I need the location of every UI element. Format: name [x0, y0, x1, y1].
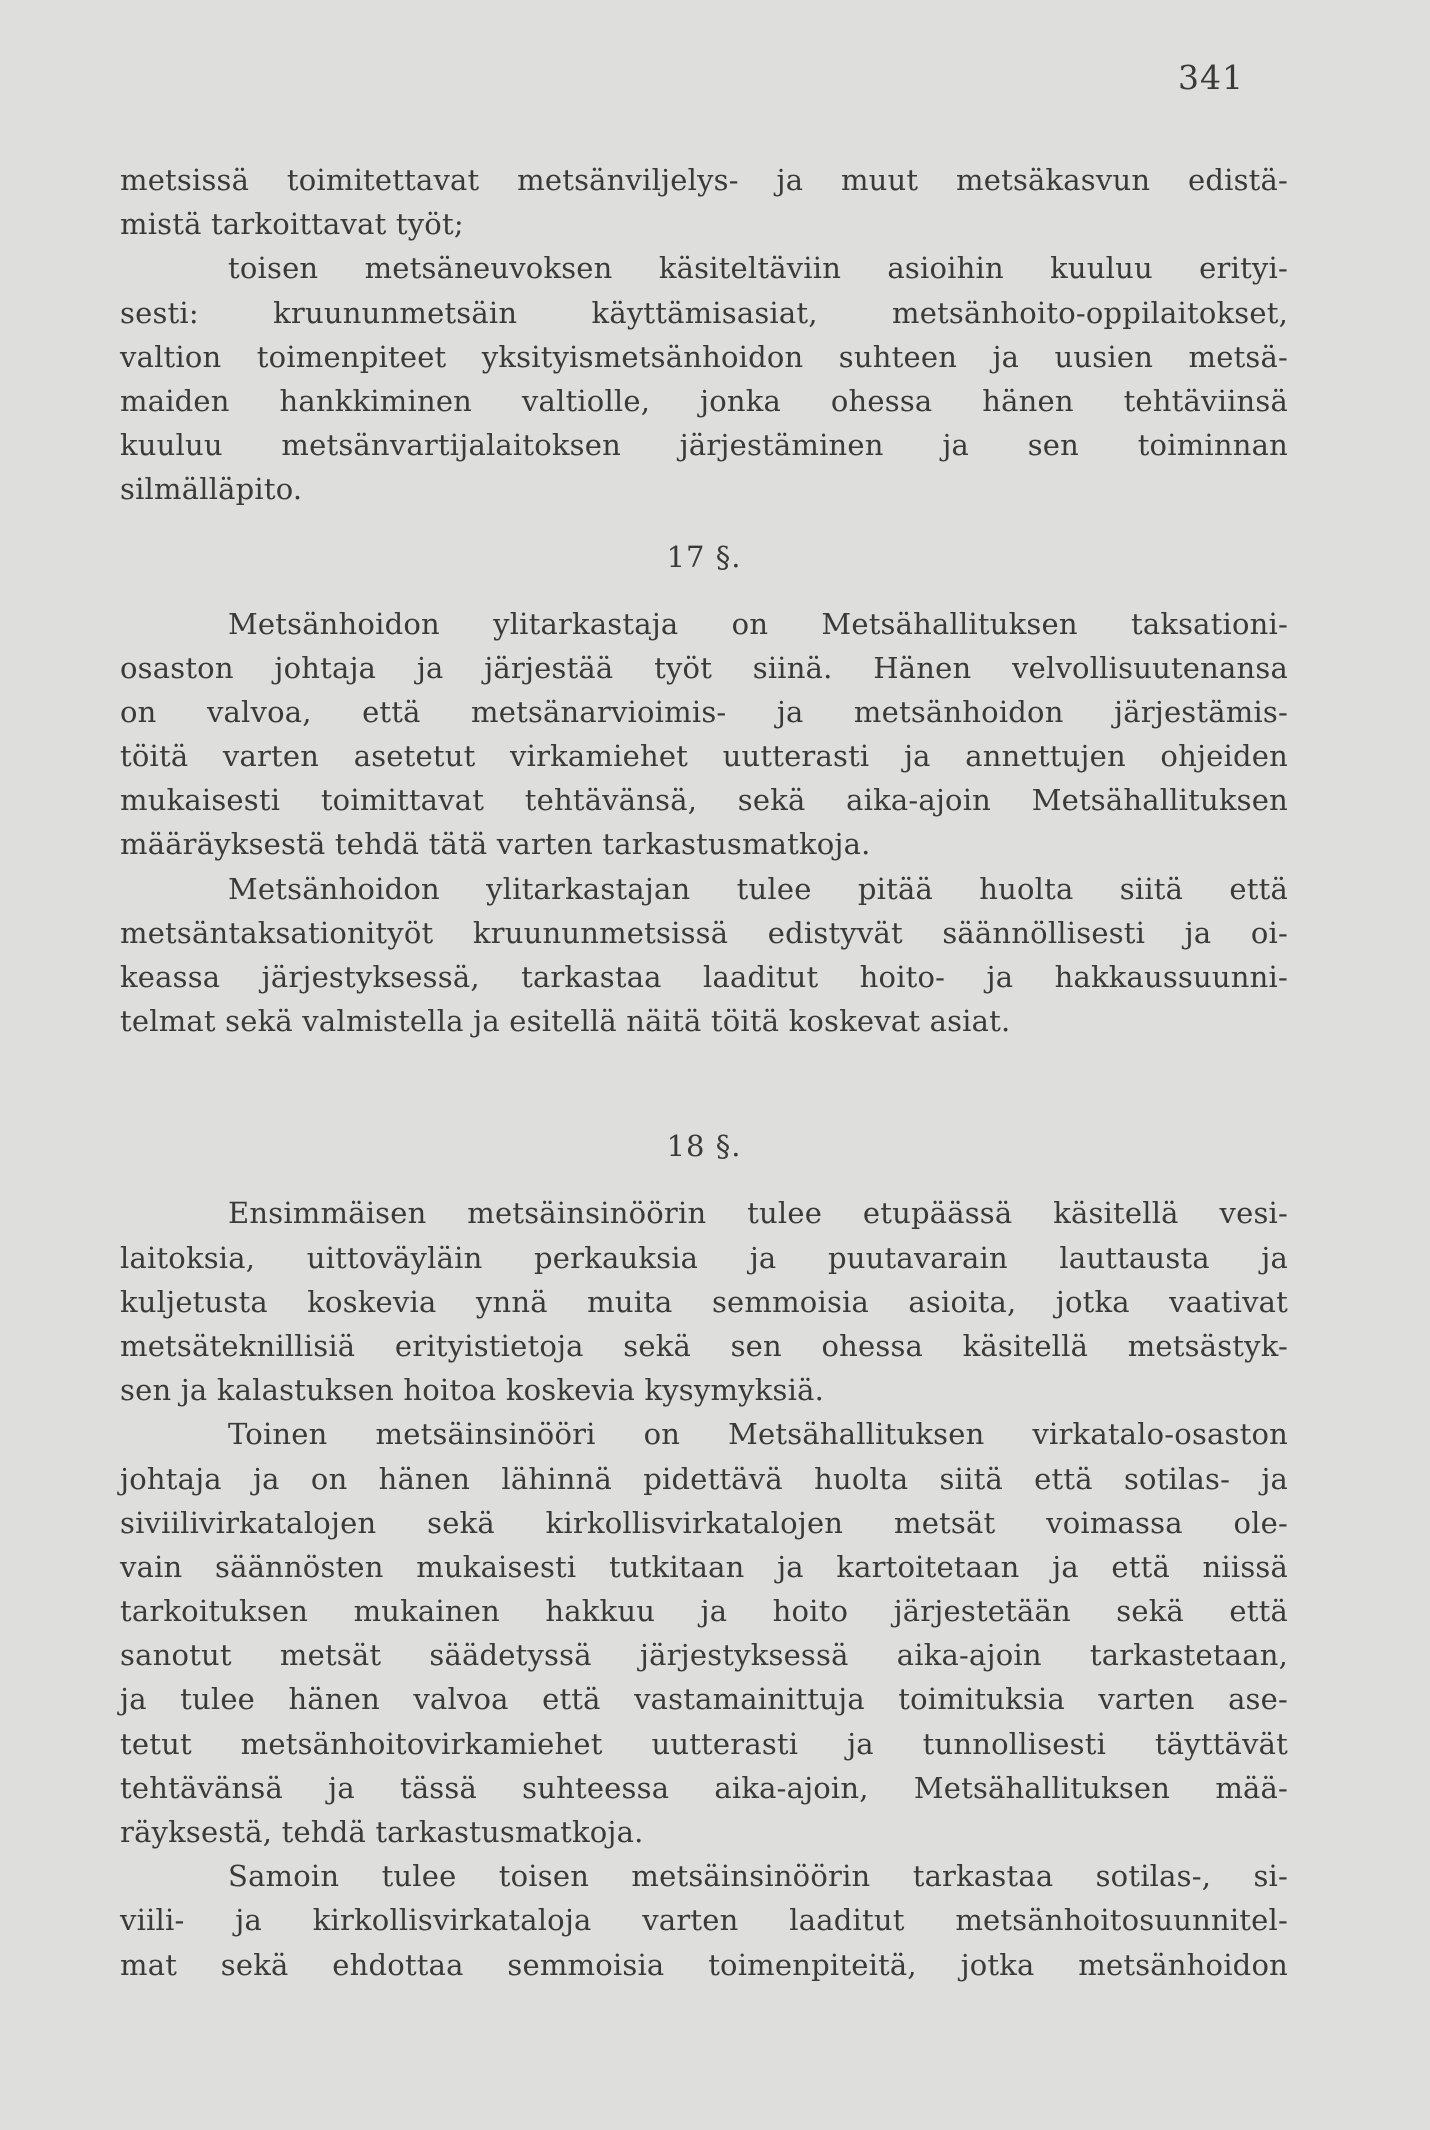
text-line: valtion toimenpiteet yksityismetsänhoidon suhteen ja uusien metsä- — [120, 339, 1288, 374]
text-line: vain säännösten mukaisesti tutkitaan ja kartoitetaan ja että niissä — [120, 1549, 1288, 1584]
page-number: 341 — [1178, 58, 1244, 97]
document-body — [120, 158, 1288, 1987]
text-line: johtaja ja on hänen lähinnä pidettävä huolta siitä että sotilas- ja — [120, 1461, 1288, 1496]
text-line: metsäteknillisiä erityistietoja sekä sen ohessa käsitellä metsästyk- — [120, 1328, 1288, 1363]
section-heading-17: 17 §. — [666, 539, 742, 574]
text-line: telmat sekä valmistella ja esitellä näitä töitä koskevat asiat. — [120, 1004, 1011, 1039]
text-line: osaston johtaja ja järjestää työt siinä. Hänen velvollisuutenansa — [120, 650, 1288, 685]
text-line: Ensimmäisen metsäinsinöörin tulee etupäässä käsitellä vesi- — [228, 1196, 1288, 1231]
text-line: räyksestä, tehdä tarkastusmatkoja. — [120, 1815, 644, 1849]
text-line: on valvoa, että metsänarvioimis- ja metsänhoidon järjestämis- — [120, 694, 1288, 729]
text-line: metsäntaksationityöt kruununmetsissä edistyvät säännöllisesti ja oi- — [120, 915, 1288, 950]
text-line: keassa järjestyksessä, tarkastaa laaditut hoito- ja hakkaussuunni- — [120, 960, 1288, 994]
text-line: metsissä toimitettavat metsänviljelys- ja muut metsäkasvun edistä- — [120, 163, 1288, 197]
text-line: silmälläpito. — [120, 472, 303, 507]
text-line: mat sekä ehdottaa semmoisia toimenpiteitä, jotka metsänhoidon — [120, 1947, 1288, 1982]
text-line: viili- ja kirkollisvirkataloja varten laaditut metsänhoitosuunnitel- — [120, 1903, 1288, 1938]
text-line: mukaisesti toimittavat tehtävänsä, sekä aika-ajoin Metsähallituksen — [120, 783, 1288, 818]
text-line: tarkoituksen mukainen hakkuu ja hoito järjestetään sekä että — [120, 1594, 1288, 1629]
text-line: Metsänhoidon ylitarkastajan tulee pitää huolta siitä että — [228, 871, 1288, 906]
text-line: Toinen metsäinsinööri on Metsähallituksen virkatalo-osaston — [228, 1417, 1288, 1452]
text-line: määräyksestä tehdä tätä varten tarkastusmatkoja. — [120, 827, 871, 862]
text-line: kuljetusta koskevia ynnä muita semmoisia asioita, jotka vaativat — [120, 1284, 1288, 1319]
text-line: Metsänhoidon ylitarkastaja on Metsähallituksen taksationi- — [228, 606, 1288, 641]
text-line: töitä varten asetetut virkamiehet uutterasti ja annettujen ohjeiden — [120, 739, 1288, 774]
text-line: mistä tarkoittavat työt; — [120, 207, 464, 242]
text-line: sen ja kalastuksen hoitoa koskevia kysymyksiä. — [120, 1373, 824, 1408]
text-line: tehtävänsä ja tässä suhteessa aika-ajoin, Metsähallituksen mää- — [120, 1770, 1288, 1805]
section-heading-18: 18 §. — [666, 1129, 742, 1164]
text-line: sanotut metsät säädetyssä järjestyksessä aika-ajoin tarkastetaan, — [120, 1638, 1288, 1673]
text-line: Samoin tulee toisen metsäinsinöörin tarkastaa sotilas-, si- — [228, 1859, 1288, 1894]
text-line: toisen metsäneuvoksen käsiteltäviin asioihin kuuluu erityi- — [228, 251, 1288, 286]
text-line: ja tulee hänen valvoa että vastamainittuja toimituksia varten ase- — [120, 1682, 1288, 1717]
text-line: siviilivirkatalojen sekä kirkollisvirkatalojen metsät voimassa ole- — [120, 1505, 1288, 1540]
text-line: kuuluu metsänvartijalaitoksen järjestäminen ja sen toiminnan — [120, 428, 1288, 463]
text-line: laitoksia, uittoväyläin perkauksia ja puutavarain lauttausta ja — [120, 1240, 1288, 1275]
text-line: sesti: kruununmetsäin käyttämisasiat, metsänhoito-oppilaitokset, — [120, 295, 1288, 330]
text-line: maiden hankkiminen valtiolle, jonka ohessa hänen tehtäviinsä — [120, 383, 1288, 418]
text-line: tetut metsänhoitovirkamiehet uutterasti ja tunnollisesti täyttävät — [120, 1726, 1288, 1761]
